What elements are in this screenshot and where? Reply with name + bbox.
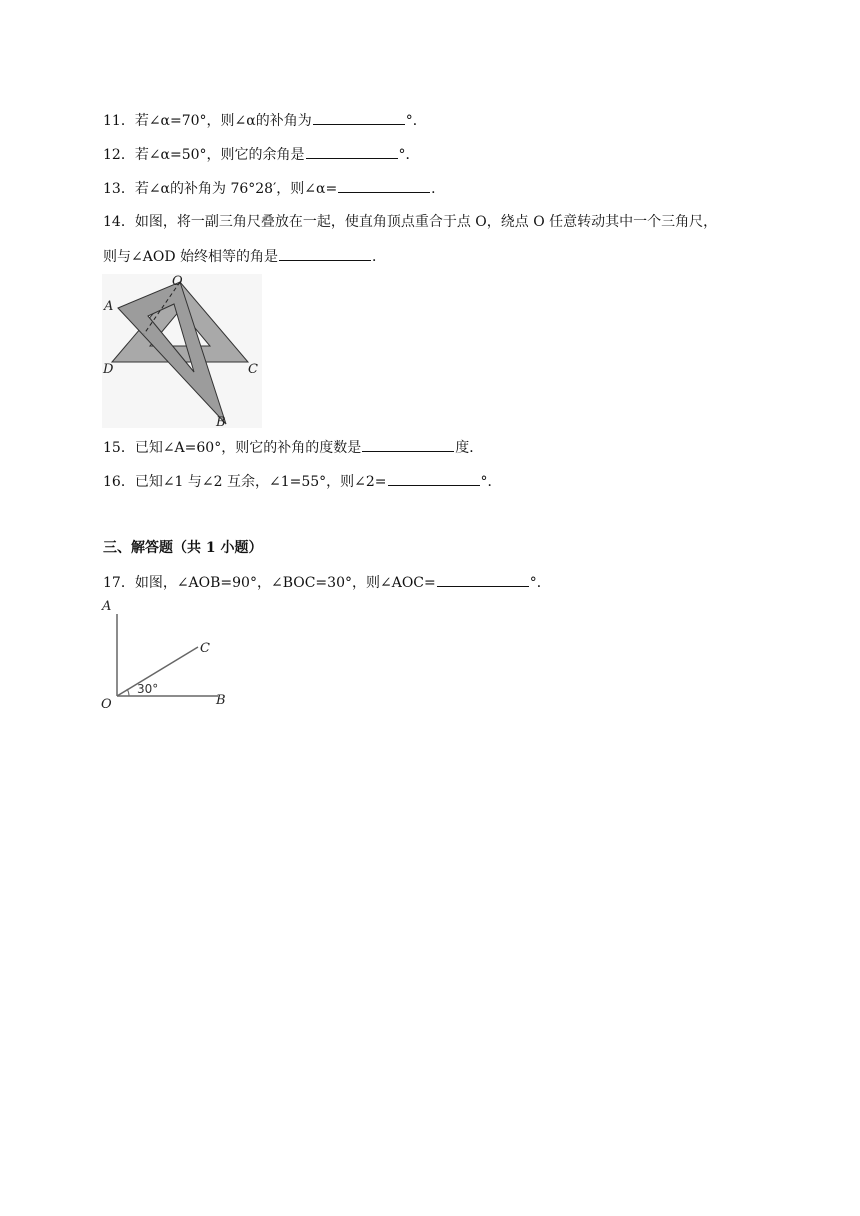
question-13-suffix: ． <box>431 181 446 197</box>
answer-blank-17[interactable] <box>437 572 529 587</box>
label-b: B <box>216 415 226 428</box>
question-15-suffix: 度． <box>455 440 484 456</box>
question-15-text: 15．已知∠A=60°，则它的补角的度数是 <box>103 440 362 456</box>
label-d: D <box>103 362 114 377</box>
question-14-line-1 <box>103 212 717 232</box>
question-11 <box>103 110 427 131</box>
label-a: A <box>102 599 112 614</box>
angle-figure <box>100 598 234 712</box>
label-b: B <box>216 693 226 708</box>
label-c: C <box>248 362 258 377</box>
question-11-text: 11．若∠α=70°，则∠α的补角为 <box>103 113 312 129</box>
question-15 <box>103 437 483 458</box>
label-o: O <box>172 274 183 289</box>
question-12-suffix: °． <box>398 147 420 163</box>
question-16-suffix: °． <box>480 474 502 490</box>
question-13 <box>103 178 445 199</box>
answer-blank-14[interactable] <box>279 246 371 261</box>
question-14-text-2: 则与∠AOD 始终相等的角是 <box>103 249 278 265</box>
label-c: C <box>200 641 210 656</box>
question-17-suffix: °． <box>529 575 551 591</box>
question-12-text: 12．若∠α=50°，则它的余角是 <box>103 147 305 163</box>
question-12 <box>103 144 420 165</box>
answer-blank-12[interactable] <box>306 144 398 159</box>
question-13-text: 13．若∠α的补角为 76°28′，则∠α= <box>103 181 338 197</box>
answer-blank-15[interactable] <box>362 437 454 452</box>
question-11-suffix: °． <box>405 113 427 129</box>
question-16 <box>103 471 502 492</box>
angle-label: 30° <box>137 682 159 696</box>
label-a: A <box>104 299 114 314</box>
set-squares-figure <box>102 274 262 428</box>
question-14-line-2 <box>103 246 386 267</box>
answer-blank-13[interactable] <box>338 178 430 193</box>
question-14-text: 14．如图，将一副三角尺叠放在一起，使直角顶点重合于点 O，绕点 O 任意转动其中一个三角尺， <box>103 214 718 230</box>
question-16-text: 16．已知∠1 与∠2 互余，∠1=55°，则∠2= <box>103 474 387 490</box>
question-14-suffix: ． <box>372 249 386 265</box>
label-o: O <box>101 697 112 712</box>
answer-blank-11[interactable] <box>313 110 405 125</box>
angle-arc <box>127 689 129 696</box>
section-heading: 三、解答题（共 1 小题） <box>103 540 263 556</box>
answer-blank-16[interactable] <box>388 471 480 486</box>
question-17 <box>103 572 551 593</box>
question-17-text: 17．如图，∠AOB=90°，∠BOC=30°，则∠AOC= <box>103 575 436 591</box>
